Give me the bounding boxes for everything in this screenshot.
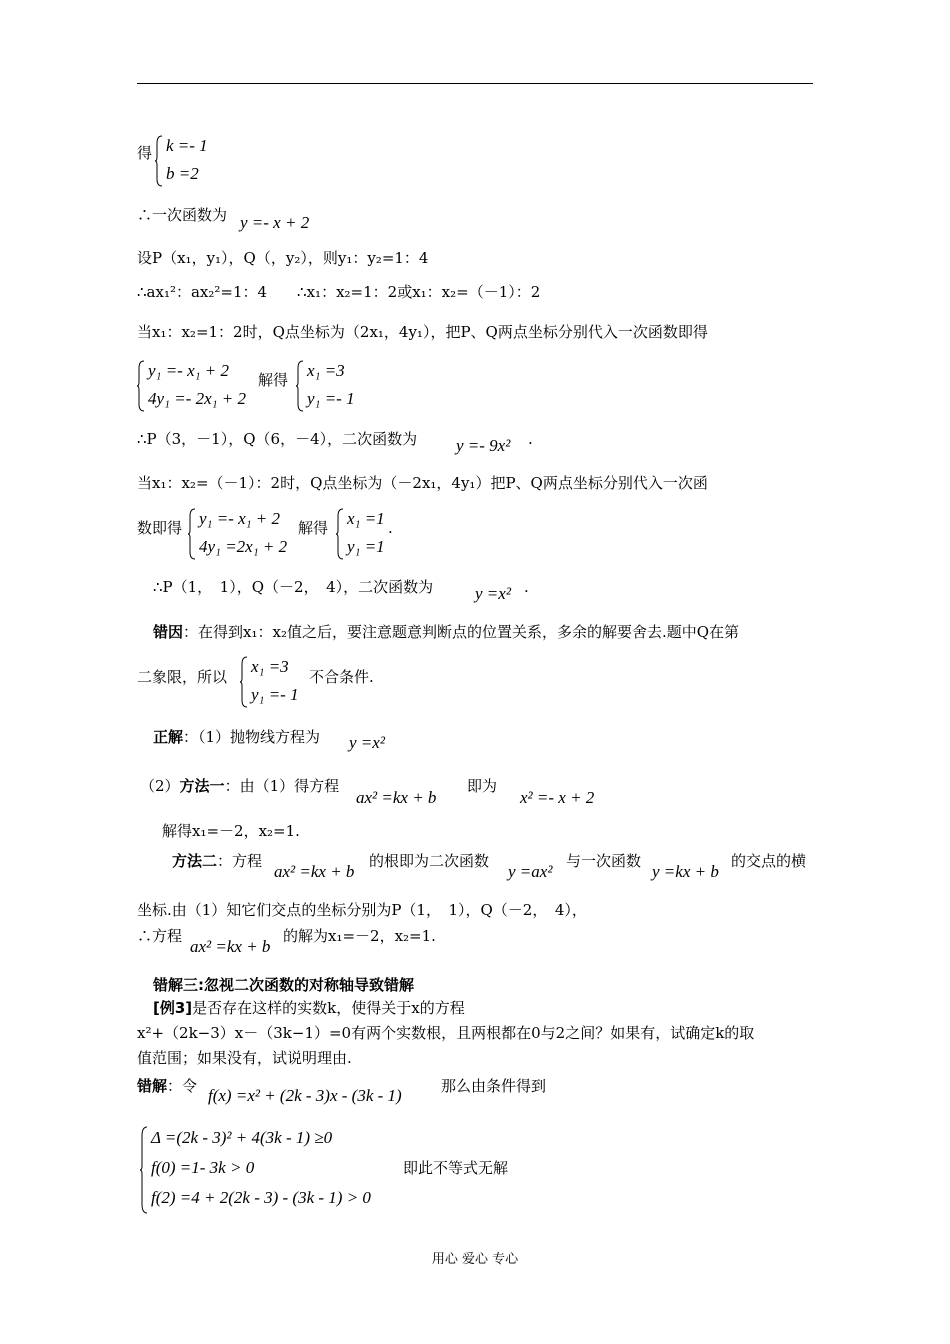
equation-system-kb	[155, 135, 235, 187]
text-solve: 解得	[258, 371, 289, 389]
equation-therefore: ax² =kx + b	[190, 937, 271, 956]
brace-icon	[155, 135, 162, 187]
text-result-one: ∴P（3，－1），Q（6，－4），二次函数为	[137, 430, 418, 448]
text-range: 值范围；如果没有，试说明理由.	[137, 1049, 352, 1067]
text-period: .	[524, 578, 529, 596]
text-coordinates: 坐标.由（1）知它们交点的坐标分别为P（1， 1），Q（－2， 4），	[137, 901, 587, 919]
equation-row: 4y₁ =- 2x₁ + 2	[148, 389, 247, 408]
text-therefore-equation: ∴方程	[137, 927, 183, 945]
text-case-one: 当x₁：x₂=1：2时，Q点坐标为（2x₁，4y₁），把P、Q两点坐标分别代入一次函数即得	[137, 323, 708, 341]
text-solve: 解得	[298, 519, 329, 537]
equation-b: b =2	[166, 164, 199, 183]
text-equation: ：方程	[217, 852, 263, 870]
equation-system-case-two	[188, 508, 308, 560]
inequality-discriminant: Δ =(2k - 3)² + 4(3k - 1) ≥0	[151, 1128, 333, 1147]
error-cause-line	[153, 622, 739, 642]
label-example-three: [例3]	[153, 999, 193, 1017]
text-set-pq: 设P（x₁，y₁），Q（，y₂），则y₁：y₂=1：4	[137, 249, 429, 267]
text-roots-are: 的根即为二次函数	[369, 852, 490, 870]
solution-row: y₁ =- 1	[251, 685, 299, 704]
equation-quadratic-one: y =- 9x²	[456, 436, 511, 455]
solution-row: x₁ =3	[251, 657, 289, 676]
brace-icon	[188, 508, 195, 560]
text-solution-roots: 解得x₁=－2，x₂=1.	[162, 822, 300, 840]
text-condition-gives: 那么由条件得到	[441, 1077, 547, 1095]
text-second-quadrant: 二象限，所以	[137, 668, 228, 686]
equation-method-one-b: x² =- x + 2	[520, 788, 595, 807]
equation-method-two: ax² =kx + b	[274, 862, 355, 881]
text-result-two: ∴P（1， 1），Q（－2， 4），二次函数为	[153, 578, 434, 596]
solution-system-rejected	[240, 656, 320, 708]
text-substitute: 数即得	[137, 519, 183, 537]
text-part-two: （2）	[140, 777, 180, 795]
solution-row: x₁ =3	[307, 361, 345, 380]
equation-row: y₁ =- x₁ + 2	[148, 361, 230, 380]
equation-fx: f(x) =x² + (2k - 3)x - (3k - 1)	[208, 1086, 402, 1105]
text-that-is: 即为	[467, 777, 498, 795]
solution-row: x₁ =1	[347, 509, 385, 528]
brace-icon	[140, 1126, 147, 1214]
text-equation-condition: x²+（2k−3）x－（3k−1）=0有两个实数根，且两根都在0与2之间？如果有，试确定k的取	[137, 1024, 755, 1042]
header-rule	[137, 83, 813, 84]
text-no-solution: 即此不等式无解	[403, 1159, 509, 1177]
text-period: .	[388, 519, 393, 537]
label-method-two: 方法二	[172, 852, 218, 870]
solution-system-case-two	[336, 508, 396, 560]
wrong-solution-line	[137, 1076, 197, 1096]
solution-row: y₁ =1	[347, 537, 385, 556]
text-case-two: 当x₁：x₂=（－1）：2时，Q点坐标为（－2x₁，4y₁）把P、Q两点坐标分别代入一次函	[137, 474, 708, 492]
text-period: .	[528, 430, 533, 448]
text-parabola: ：（1）抛物线方程为	[183, 728, 321, 746]
label-correct-solution: 正解	[153, 728, 184, 746]
correct-solution-line	[153, 727, 320, 747]
text-intersection: 的交点的横	[731, 852, 807, 870]
solution-system-case-one	[296, 360, 376, 412]
text-let: ：令	[167, 1077, 198, 1095]
equation-row: y₁ =- x₁ + 2	[199, 509, 281, 528]
brace-icon	[336, 508, 343, 560]
brace-icon	[296, 360, 303, 412]
text-error-cause: ：在得到x₁：x₂值之后，要注意题意判断点的位置关系，多余的解要舍去.题中Q在第	[183, 623, 740, 641]
text-roots-final: 的解为x₁=－2，x₂=1.	[283, 927, 436, 945]
inequality-f0: f(0) =1- 3k > 0	[151, 1158, 255, 1177]
equation-linear: y =- x + 2	[240, 213, 310, 232]
example-three-line	[153, 998, 465, 1018]
inequality-system	[140, 1126, 420, 1214]
label-error-cause: 错因	[153, 623, 184, 641]
page-footer: 用心 爱心 专心	[431, 1252, 519, 1267]
equation-row: 4y₁ =2x₁ + 2	[199, 537, 288, 556]
heading-error-three: 错解三:忽视二次函数的对称轴导致错解	[153, 976, 415, 994]
inequality-f2: f(2) =4 + 2(2k - 3) - (3k - 1) > 0	[151, 1188, 371, 1207]
solution-row: y₁ =- 1	[307, 389, 355, 408]
text-linear-function: ∴一次函数为	[137, 206, 228, 224]
text-method-one: ：由（1）得方程	[224, 777, 340, 795]
equation-linear-function: y =kx + b	[652, 862, 719, 881]
text-not-valid: 不合条件.	[309, 668, 374, 686]
equation-system-case-one	[137, 360, 272, 412]
text-linear-function-two: 与一次函数	[566, 852, 642, 870]
text-ratio: ∴ax₁²：ax₂²=1：4 ∴x₁：x₂=1：2或x₁：x₂=（－1）：2	[137, 283, 541, 301]
method-one-line	[140, 776, 339, 796]
brace-icon	[240, 656, 247, 708]
label-method-one: 方法一	[179, 777, 225, 795]
equation-method-one: ax² =kx + b	[356, 788, 437, 807]
label-wrong-solution: 错解	[137, 1077, 168, 1095]
equation-k: k =- 1	[166, 136, 208, 155]
equation-parabola: y =x²	[349, 733, 385, 752]
equation-quadratic-two: y =x²	[475, 584, 511, 603]
text-de: 得	[137, 144, 153, 162]
method-two-line	[172, 851, 262, 871]
brace-icon	[137, 360, 144, 412]
text-example-three: 是否存在这样的实数k，使得关于x的方程	[192, 999, 465, 1017]
equation-quadratic-function: y =ax²	[508, 862, 553, 881]
